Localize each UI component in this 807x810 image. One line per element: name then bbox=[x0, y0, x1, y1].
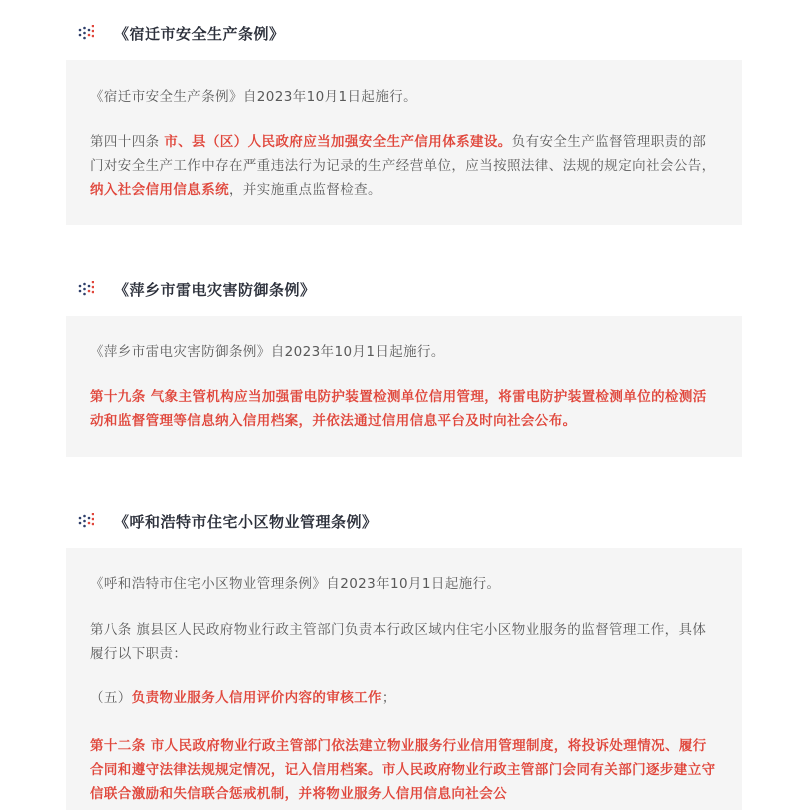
article-number: 第四十四条 bbox=[90, 134, 165, 150]
article-text: ，并实施重点监督检查。 bbox=[229, 182, 382, 198]
effective-date-text: 《宿迁市安全生产条例》自2023年10月1日起施行。 bbox=[90, 89, 418, 105]
dot-grid-icon bbox=[78, 513, 94, 529]
section-title: 《萍乡市雷电灾害防御条例》 bbox=[114, 280, 316, 299]
dot-grid-icon bbox=[78, 25, 94, 41]
highlight-text: 纳入社会信用信息系统 bbox=[90, 182, 229, 198]
list-item-suffix: ； bbox=[381, 690, 396, 706]
highlight-text: 气象主管机构应当加强雷电防护装置检测单位信用管理，将雷电防护装置检测单位的检测活动和监督管理等信息纳入信用档案，并依法通过信用信息平台及时向社会公布。 bbox=[90, 389, 707, 429]
article-paragraph bbox=[90, 734, 718, 806]
article-number: 第十二条 bbox=[90, 738, 151, 754]
highlight-text: 负责物业服务人信用评价内容的审核工作 bbox=[131, 690, 382, 706]
article-paragraph bbox=[90, 385, 718, 433]
list-item-paragraph bbox=[90, 686, 718, 710]
article-number: 第十九条 bbox=[90, 389, 151, 405]
section-heading bbox=[78, 509, 378, 533]
article-text: 负有安全生产监督管理职责的部门对安全生产工作中存在严重违法行为记录的生产经营单位，应当按照法律、法规的规定向社会公告， bbox=[90, 134, 716, 174]
highlight-text: 市、县（区）人民政府应当加强安全生产信用体系建设。 bbox=[164, 134, 512, 150]
section-heading bbox=[78, 277, 316, 301]
effective-date-text: 《萍乡市雷电灾害防御条例》自2023年10月1日起施行。 bbox=[90, 344, 445, 360]
highlight-text: 市人民政府物业行政主管部门依法建立物业服务行业信用管理制度，将投诉处理情况、履行合同和遵守法律法规规定情况，记入信用档案。市人民政府物业行政主管部门会同有关部门逐步建立守信联合激励和失信联合惩戒机制，并将物业服务人信用信息向社会公 bbox=[90, 738, 716, 802]
regulation-card bbox=[66, 548, 742, 810]
list-item-number: （五） bbox=[90, 690, 132, 706]
section-title: 《呼和浩特市住宅小区物业管理条例》 bbox=[114, 512, 378, 531]
dot-grid-icon bbox=[78, 281, 94, 297]
section-heading bbox=[78, 21, 285, 45]
regulation-card bbox=[66, 316, 742, 457]
regulation-card bbox=[66, 60, 742, 225]
article-paragraph bbox=[90, 130, 718, 202]
article-paragraph: 第八条 旗县区人民政府物业行政主管部门负责本行政区域内住宅小区物业服务的监督管理工作，具体履行以下职责： bbox=[90, 622, 707, 662]
effective-date-text: 《呼和浩特市住宅小区物业管理条例》自2023年10月1日起施行。 bbox=[90, 576, 501, 592]
section-title: 《宿迁市安全生产条例》 bbox=[114, 24, 285, 43]
